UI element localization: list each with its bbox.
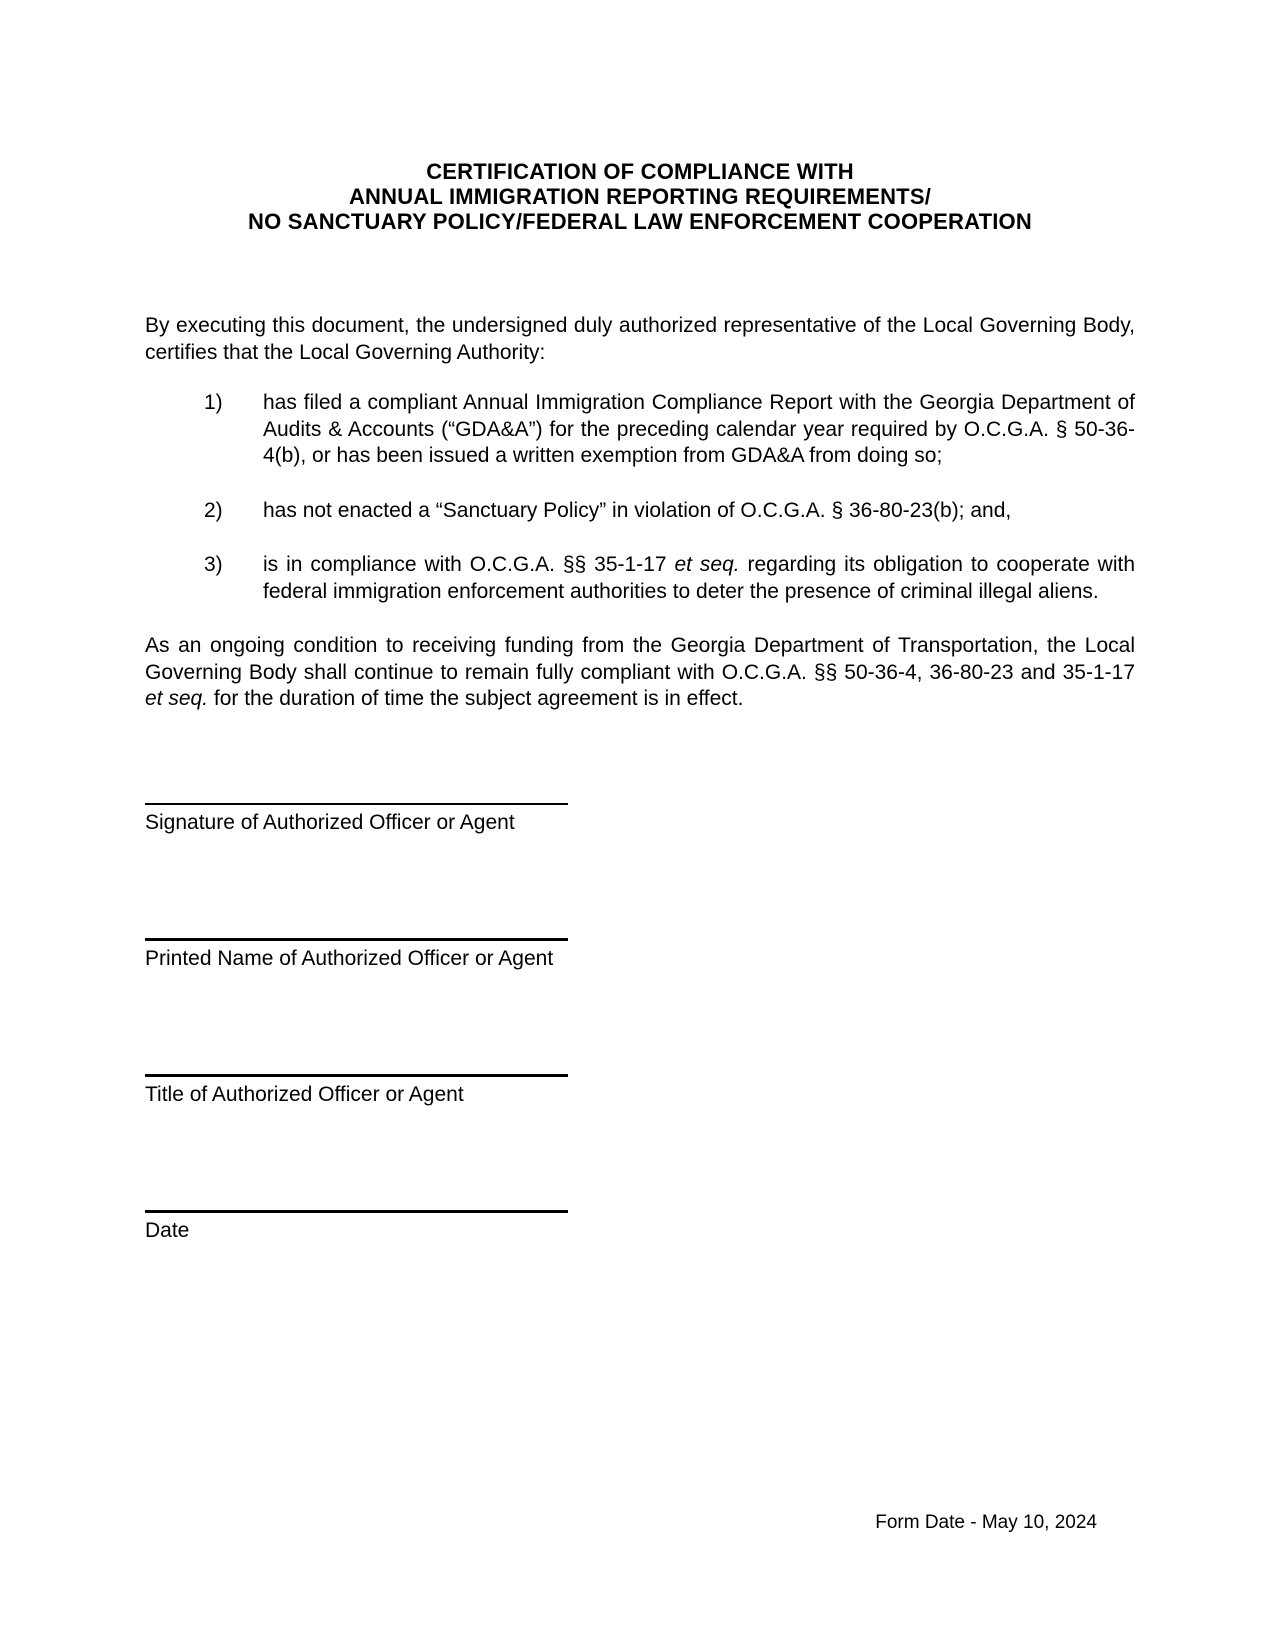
- signature-label: Signature of Authorized Officer or Agent: [145, 810, 515, 834]
- list-item-3: [204, 552, 1135, 605]
- list-item-2-marker: 2): [204, 498, 223, 522]
- title-label: Title of Authorized Officer or Agent: [145, 1082, 464, 1106]
- title-field: [145, 1074, 568, 1108]
- closing-paragraph: As an ongoing condition to receiving funding from the Georgia Department of Transportation, the Local Governing Body shall continue to remain fully compliant with O.C.G.A. §§ 50-36-4, 36-80-23 and 35-1-17 et seq. for the duration of time the subject agreement is in effect.: [145, 634, 1135, 710]
- date-line[interactable]: [145, 1210, 568, 1213]
- printed-name-label: Printed Name of Authorized Officer or Agent: [145, 946, 554, 970]
- list-item-2-text: has not enacted a “Sanctuary Policy” in violation of O.C.G.A. § 36-80-23(b); and,: [263, 498, 1012, 522]
- intro-paragraph: By executing this document, the undersigned duly authorized representative of the Local Governing Body, certifies that the Local Governing Authority:: [145, 314, 1135, 364]
- signature-line[interactable]: [145, 803, 568, 805]
- list-item-1-text: has filed a compliant Annual Immigration Compliance Report with the Georgia Department of Audits & Accounts (“GDA&A”) for the preceding calendar year required by O.C.G.A. § 50-36-4(b), or has been issued a written exemption from GDA&A from doing so;: [263, 391, 1135, 467]
- list-item-3-text: is in compliance with O.C.G.A. §§ 35-1-17 et seq. regarding its obligation to cooperate with federal immigration enforcement authorities to deter the presence of criminal illegal aliens.: [263, 553, 1136, 603]
- date-field: [145, 1210, 568, 1244]
- list-item-3-marker: 3): [204, 553, 223, 576]
- title-line-2: ANNUAL IMMIGRATION REPORTING REQUIREMENTS/: [348, 184, 932, 209]
- printed-name-line[interactable]: [145, 938, 568, 941]
- list-item-1-marker: 1): [204, 391, 223, 414]
- title-line-1: CERTIFICATION OF COMPLIANCE WITH: [426, 159, 854, 184]
- signature-field: [145, 803, 568, 836]
- compliance-list: [145, 390, 1135, 605]
- list-item-2: [204, 498, 1135, 525]
- signature-section: [145, 803, 1135, 1244]
- title-line-3: NO SANCTUARY POLICY/FEDERAL LAW ENFORCEMENT COOPERATION: [248, 209, 1032, 234]
- form-date-footer: Form Date - May 10, 2024: [875, 1512, 1097, 1533]
- printed-name-field: [145, 938, 568, 972]
- document-title: [145, 159, 1135, 234]
- document-content: [145, 0, 1135, 1244]
- title-line[interactable]: [145, 1074, 568, 1077]
- list-item-1: [204, 390, 1135, 470]
- date-label: Date: [145, 1218, 190, 1242]
